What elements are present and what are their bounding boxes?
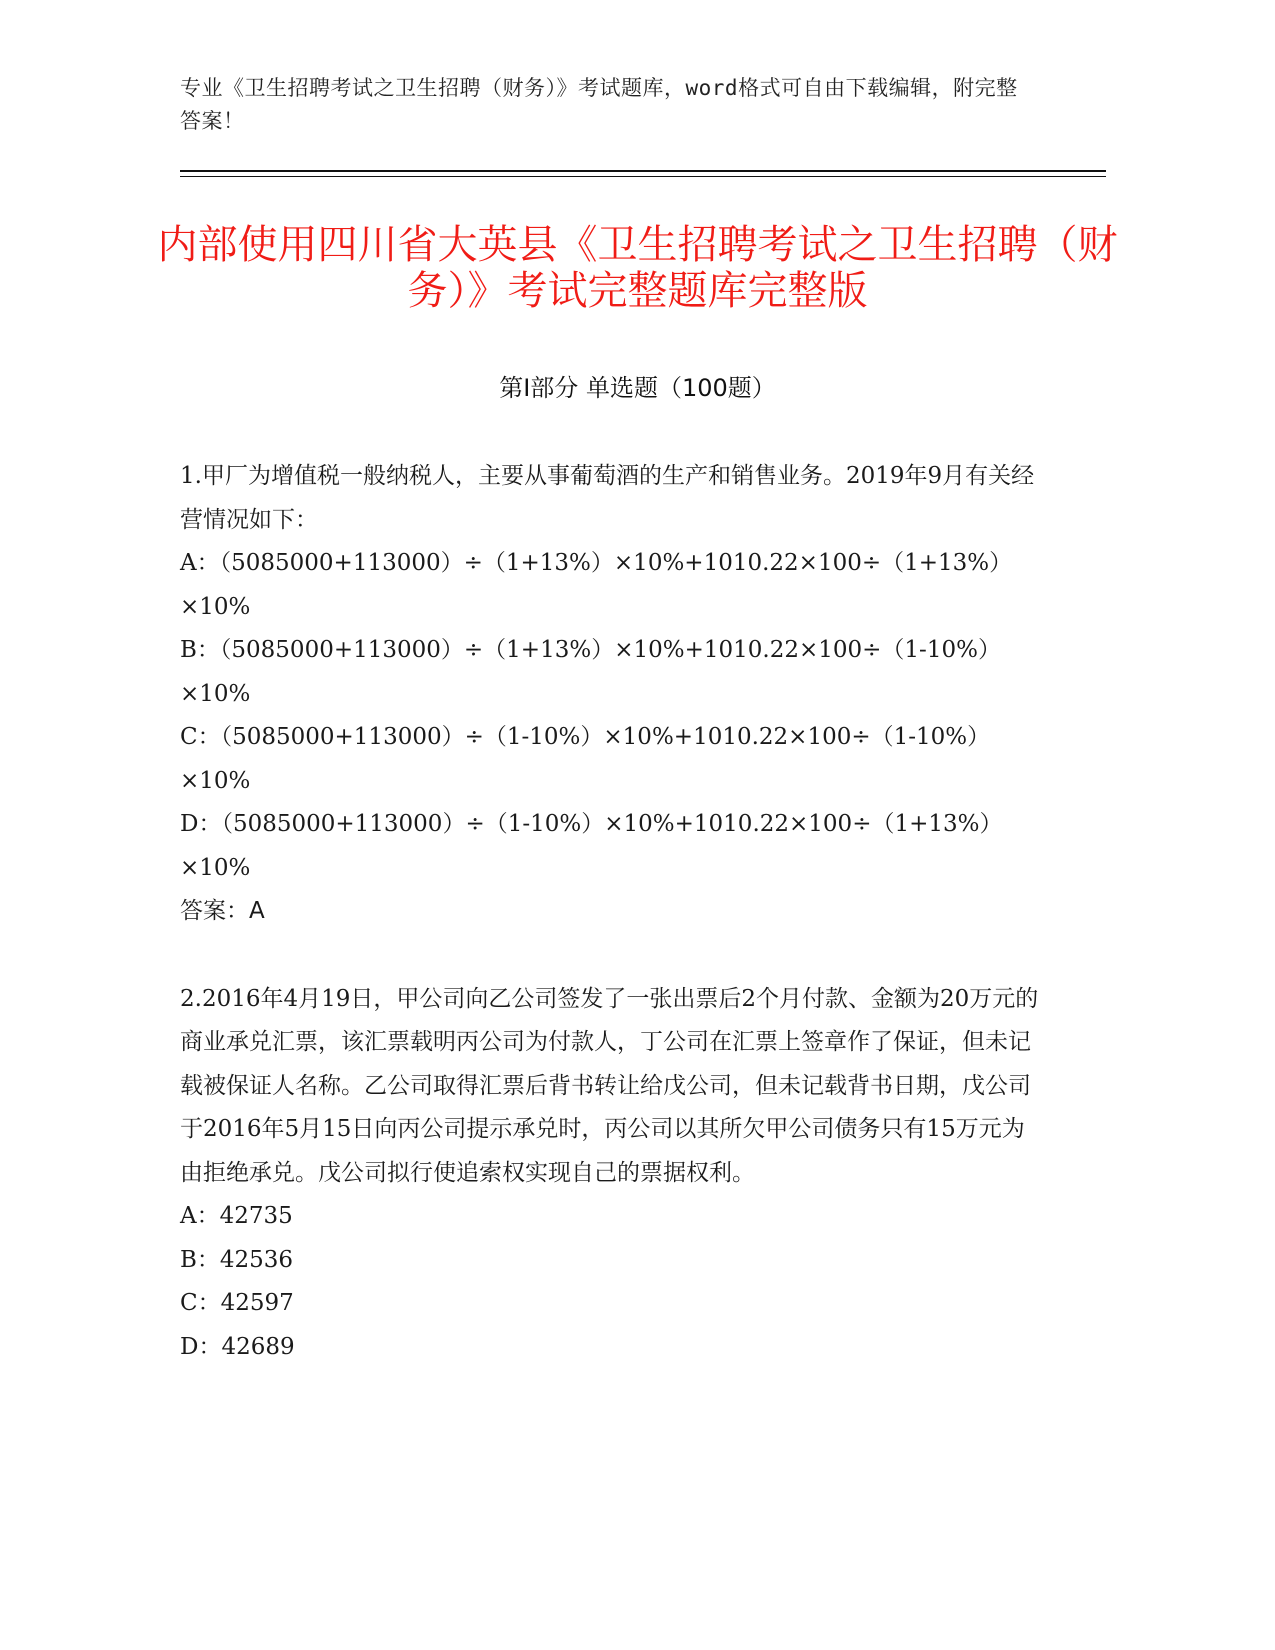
answer-line: 答案：A: [180, 898, 265, 924]
question-1: [180, 455, 1040, 934]
question-stem: 2.2016年4月19日，甲公司向乙公司签发了一张出票后2个月付款、金额为20万元的商业承兑汇票，该汇票载明丙公司为付款人，丁公司在汇票上签章作了保证，但未记载被保证人名称。乙公司取得汇票后背书转让给戊公司，但未记载背书日期，戊公司于2016年5月15日向丙公司提示承兑时，丙公司以其所欠甲公司债务只有15万元为由拒绝承兑。戊公司拟行使追索权实现自己的票据权利。: [180, 985, 1039, 1186]
document-title: 内部使用四川省大英县《卫生招聘考试之卫生招聘（财务）》考试完整题库完整版: [157, 222, 1118, 314]
question-list: [180, 455, 1040, 1369]
section-title: 第Ⅰ部分 单选题（100题）: [499, 374, 776, 402]
option-d: D：（5085000+113000）÷（1-10%）×10%+1010.22×100÷（1+13%）×10%: [180, 811, 1003, 881]
question-2: [180, 978, 1040, 1370]
question-stem: 1.甲厂为增值税一般纳税人，主要从事葡萄酒的生产和销售业务。2019年9月有关经营情况如下：: [180, 463, 1035, 533]
header-rule-thick: [180, 170, 1106, 172]
option-b: B：（5085000+113000）÷（1+13%）×10%+1010.22×100÷（1-10%）×10%: [180, 637, 1001, 707]
option-b: B：42536: [180, 1246, 294, 1273]
option-d: D：42689: [180, 1333, 295, 1360]
header-rule-thin: [180, 176, 1106, 177]
question-gap: [180, 934, 1040, 978]
option-a: A：42735: [180, 1203, 293, 1229]
option-c: C：（5085000+113000）÷（1-10%）×10%+1010.22×100÷（1-10%）×10%: [180, 724, 991, 794]
option-c: C：42597: [180, 1290, 294, 1316]
option-a: A：（5085000+113000）÷（1+13%）×10%+1010.22×100÷（1+13%）×10%: [180, 550, 1013, 620]
header-note: 专业《卫生招聘考试之卫生招聘（财务）》考试题库，word格式可自由下载编辑，附完整答案！: [180, 76, 1018, 133]
